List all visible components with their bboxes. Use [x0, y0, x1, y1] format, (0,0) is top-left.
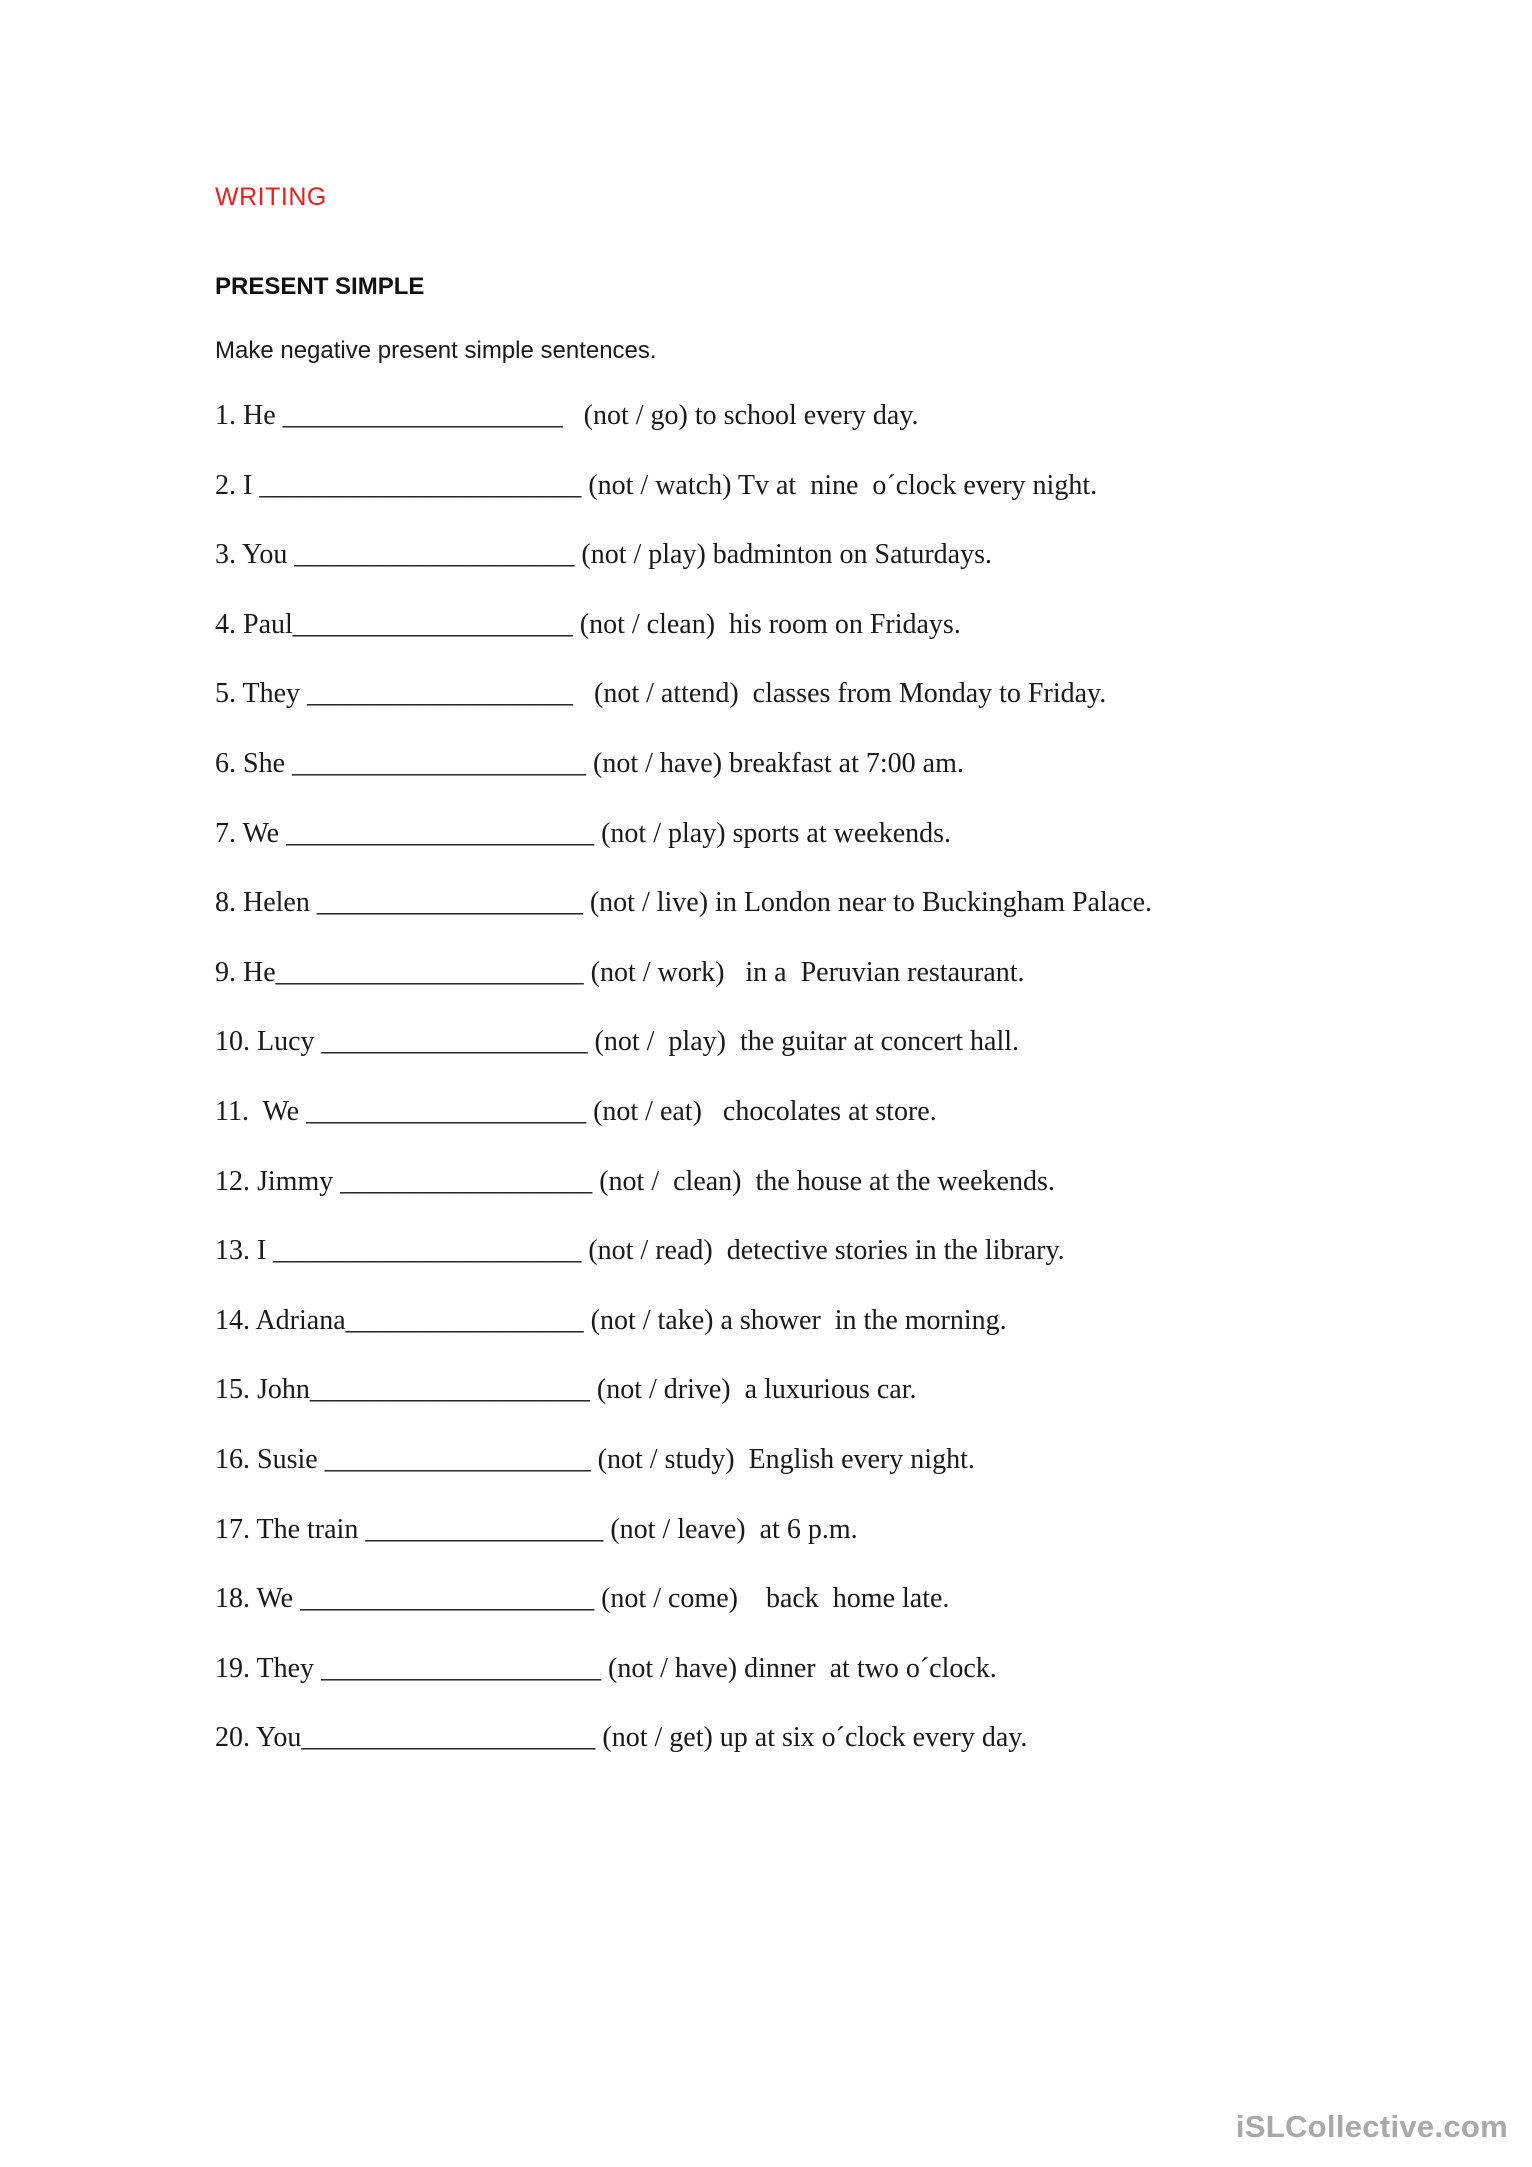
exercise-item-2: 2. I _______________________ (not / watch) Tv at nine o´clock every night.	[215, 469, 1098, 501]
exercise-item-1: 1. He ____________________ (not / go) to school every day.	[215, 400, 919, 431]
page-title: PRESENT SIMPLE	[215, 273, 425, 300]
exercise-item-11: 11. We ____________________ (not / eat) chocolates at store.	[215, 1095, 937, 1127]
exercise-item-10: 10. Lucy ___________________ (not / play) the guitar at concert hall.	[215, 1026, 1020, 1058]
exercise-item-18: 18. We _____________________ (not / come) back home late.	[215, 1583, 950, 1615]
exercise-item-14: 14. Adriana_________________ (not / take) a shower in the morning.	[215, 1304, 1007, 1336]
watermark-logo: iSLCollective.com	[1235, 2109, 1508, 2144]
exercise-item-20: 20. You_____________________ (not / get) up at six o´clock every day.	[215, 1722, 1028, 1754]
exercise-item-7: 7. We ______________________ (not / play) sports at weekends.	[215, 817, 952, 849]
exercise-item-5: 5. They ___________________ (not / attend) classes from Monday to Friday.	[215, 678, 1107, 710]
exercise-item-12: 12. Jimmy __________________ (not / clean) the house at the weekends.	[215, 1165, 1055, 1197]
exercise-item-6: 6. She _____________________ (not / have) breakfast at 7:00 am.	[215, 747, 964, 779]
exercise-item-16: 16. Susie ___________________ (not / study) English every night.	[215, 1443, 975, 1475]
exercise-item-17: 17. The train _________________ (not / leave) at 6 p.m.	[215, 1513, 858, 1545]
instructions: Make negative present simple sentences.	[215, 337, 657, 364]
exercise-item-19: 19. They ____________________ (not / have) dinner at two o´clock.	[215, 1652, 997, 1684]
exercise-item-9: 9. He______________________ (not / work) in a Peruvian restaurant.	[215, 956, 1025, 988]
exercise-item-4: 4. Paul____________________ (not / clean) his room on Fridays.	[215, 608, 961, 640]
exercise-list	[215, 396, 1152, 1788]
exercise-item-8: 8. Helen ___________________ (not / live) in London near to Buckingham Palace.	[215, 887, 1153, 919]
section-label: WRITING	[215, 183, 327, 211]
exercise-item-3: 3. You ____________________ (not / play) badminton on Saturdays.	[215, 539, 992, 571]
exercise-item-13: 13. I ______________________ (not / read) detective stories in the library.	[215, 1235, 1065, 1267]
exercise-item-15: 15. John____________________ (not / drive) a luxurious car.	[215, 1374, 917, 1406]
